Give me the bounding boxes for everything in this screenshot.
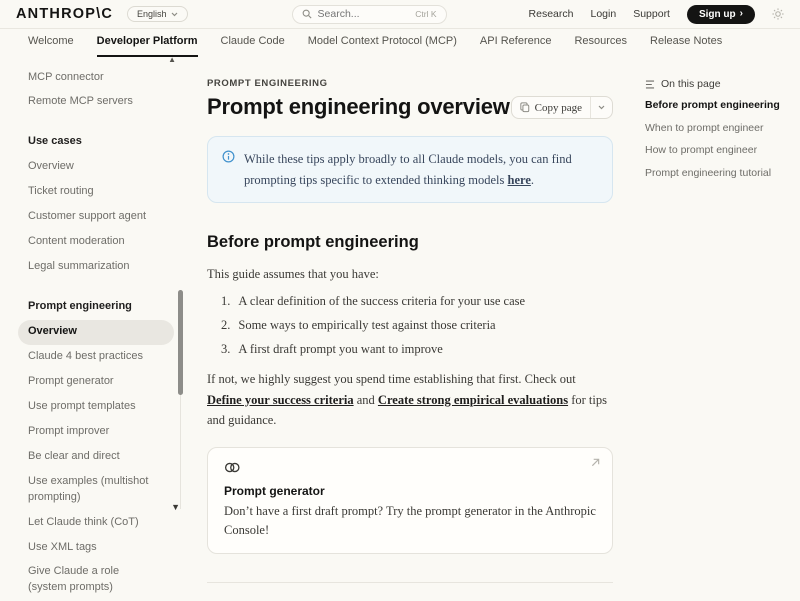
followup-text-1: If not, we highly suggest you spend time establishing that first. Check out <box>207 371 576 386</box>
search-input[interactable] <box>318 8 410 20</box>
section-heading: Before prompt engineering <box>207 233 419 252</box>
prompt-generator-card[interactable] <box>207 447 613 555</box>
tab-claude-code[interactable]: Claude Code <box>220 35 285 47</box>
language-label: English <box>137 9 167 19</box>
sidebar-item-customer-support-agent[interactable]: Customer support agent <box>28 210 147 223</box>
search-shortcut: Ctrl K <box>415 9 437 19</box>
nav-link-login[interactable]: Login <box>590 8 617 20</box>
list-text: A first draft prompt you want to improve <box>238 341 443 356</box>
sidebar-item-use-xml-tags[interactable]: Use XML tags <box>28 540 97 553</box>
top-header <box>0 0 800 29</box>
sidebar-item-mcp-connector[interactable]: MCP connector <box>28 70 104 83</box>
list-item <box>207 318 613 333</box>
prerequisites-list <box>207 294 613 357</box>
on-this-page-sidebar <box>613 57 800 509</box>
search-bar[interactable] <box>292 5 447 24</box>
callout-text-after: . <box>530 172 535 187</box>
language-selector[interactable] <box>127 6 188 22</box>
followup-paragraph <box>207 369 613 431</box>
tab-developer-platform[interactable]: Developer Platform <box>97 35 198 57</box>
content-body <box>0 55 800 594</box>
primary-tabs <box>0 29 800 57</box>
card-description: Don’t have a first draft prompt? Try the prompt generator in the Anthropic Console! <box>224 503 596 537</box>
left-sidebar <box>0 55 196 594</box>
toc-item-prompt-engineering-tutorial[interactable]: Prompt engineering tutorial <box>645 166 772 179</box>
toc-list-icon <box>645 80 655 89</box>
tab-mcp[interactable]: Model Context Protocol (MCP) <box>307 35 457 47</box>
sidebar-item-be-clear-and-direct[interactable]: Be clear and direct <box>28 449 120 462</box>
theme-toggle-sun-icon[interactable] <box>772 8 784 20</box>
tab-resources[interactable]: Resources <box>574 35 628 47</box>
page-title: Prompt engineering overview <box>207 94 510 119</box>
list-number: 2. <box>221 317 231 332</box>
sidebar-item-use-examples-multishot[interactable]: Use examples (multishot prompting) <box>28 474 149 503</box>
arrow-up-right-icon <box>591 458 600 467</box>
header-nav <box>529 5 784 24</box>
sidebar-item-usecases-overview[interactable]: Overview <box>28 160 74 173</box>
toc-heading: On this page <box>661 78 721 90</box>
callout-text-before: While these tips apply broadly to all Claude models, you can find prompting tips specific to extended thinking models <box>244 152 572 187</box>
card-title: Prompt generator <box>224 483 325 498</box>
copy-page-label: Copy page <box>534 101 582 114</box>
list-text: Some ways to empirically test against those criteria <box>238 317 496 332</box>
toc-item-how-to-prompt-engineer[interactable]: How to prompt engineer <box>645 144 758 157</box>
sidebar-item-prompt-generator[interactable]: Prompt generator <box>28 374 114 387</box>
list-item <box>207 294 613 309</box>
create-empirical-evaluations-link[interactable]: Create strong empirical evaluations <box>377 392 569 407</box>
sidebar-scroll-down-icon[interactable]: ▼ <box>171 502 180 512</box>
copy-options-chevron-icon[interactable] <box>590 97 612 118</box>
sidebar-section-use-cases: Use cases <box>28 135 82 148</box>
tab-api-reference[interactable]: API Reference <box>479 35 552 47</box>
nav-link-research[interactable]: Research <box>528 8 574 20</box>
sidebar-item-ticket-routing[interactable]: Ticket routing <box>28 185 94 198</box>
chevron-down-icon <box>171 12 178 17</box>
section-divider <box>207 582 613 583</box>
breadcrumb-eyebrow: PROMPT ENGINEERING <box>207 78 328 89</box>
link-rings-icon <box>224 461 596 474</box>
sidebar-scroll-up-icon[interactable]: ▲ <box>168 55 176 64</box>
callout-here-link[interactable]: here <box>507 172 531 187</box>
list-item <box>207 342 613 357</box>
followup-text-3: for tips and guidance. <box>207 392 607 428</box>
sidebar-item-pe-overview[interactable]: Overview <box>18 320 174 345</box>
tab-release-notes[interactable]: Release Notes <box>650 35 723 47</box>
list-number: 3. <box>221 341 231 356</box>
callout-text <box>244 149 598 190</box>
sidebar-scrollbar-thumb[interactable] <box>178 290 183 395</box>
chevron-right-icon: › <box>739 8 743 19</box>
list-number: 1. <box>221 293 231 308</box>
info-callout <box>207 136 613 203</box>
anthropic-logo[interactable]: ANTHROP\C <box>16 6 113 22</box>
define-success-criteria-link[interactable]: Define your success criteria <box>207 392 354 407</box>
sidebar-item-prompt-improver[interactable]: Prompt improver <box>28 424 110 437</box>
sidebar-item-let-claude-think[interactable]: Let Claude think (CoT) <box>28 515 139 528</box>
sidebar-item-claude4-best-practices[interactable]: Claude 4 best practices <box>28 350 143 362</box>
sign-up-button[interactable] <box>687 5 755 24</box>
sidebar-item-content-moderation[interactable]: Content moderation <box>28 235 125 248</box>
sidebar-item-use-prompt-templates[interactable]: Use prompt templates <box>28 399 136 412</box>
sidebar-item-legal-summarization[interactable]: Legal summarization <box>28 260 130 273</box>
main-content <box>207 57 613 537</box>
search-icon <box>302 9 312 19</box>
info-icon <box>222 150 235 190</box>
sidebar-item-remote-mcp-servers[interactable]: Remote MCP servers <box>28 95 133 108</box>
followup-text-2: and <box>353 392 378 407</box>
list-text: A clear definition of the success criteria for your use case <box>238 293 526 308</box>
toc-item-when-to-prompt-engineer[interactable]: When to prompt engineer <box>645 121 764 134</box>
intro-paragraph: This guide assumes that you have: <box>207 267 379 282</box>
nav-link-support[interactable]: Support <box>633 8 670 20</box>
sidebar-section-prompt-engineering: Prompt engineering <box>28 300 132 313</box>
tab-welcome[interactable]: Welcome <box>28 35 74 47</box>
sidebar-item-give-claude-a-role[interactable]: Give Claude a role (system prompts) <box>28 565 120 594</box>
toc-item-before-prompt-engineering[interactable]: Before prompt engineering <box>645 99 780 111</box>
copy-page-button[interactable] <box>511 96 613 119</box>
copy-icon <box>520 102 530 113</box>
sign-up-label: Sign up <box>698 8 736 20</box>
